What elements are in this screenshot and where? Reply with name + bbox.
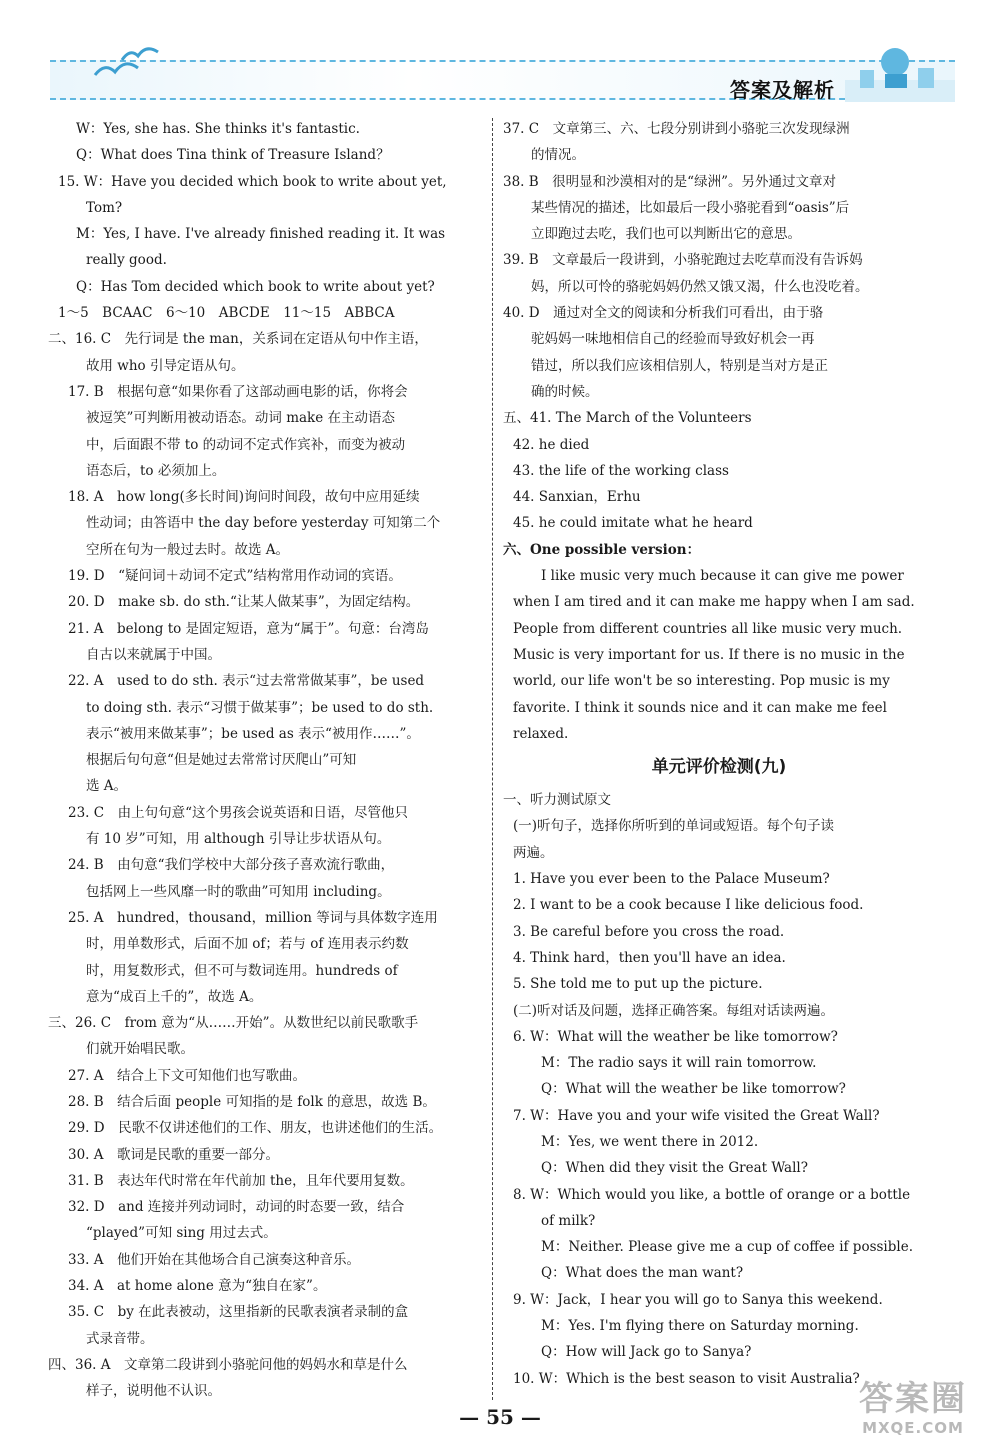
page-number: — 55 — <box>459 1405 541 1429</box>
text-line: 17. B 根据句意“如果你看了这部动画电影的话，你将会 <box>68 383 408 400</box>
text-line: 中，后面跟不带 to 的动词不定式作宾补，而变为被动 <box>86 436 406 453</box>
text-line: “played”可知 sing 用过去式。 <box>86 1225 277 1242</box>
text-line: 语态后，to 必须加上。 <box>86 462 226 479</box>
text-line: 19. D “疑问词＋动词不定式”结构常用作动词的宾语。 <box>68 568 402 585</box>
text-line: 8. W：Which would you like, a bottle of orange or a bottle <box>513 1186 911 1203</box>
text-line: 7. W：Have you and your wife visited the Great Wall? <box>513 1107 880 1124</box>
text-line: world, our life won't be so interesting. Pop music is my <box>513 673 890 690</box>
text-line: Q：What does the man want? <box>541 1265 744 1282</box>
text-line: 被逗笑”可判断用被动语态。动词 make 在主动语态 <box>86 410 396 427</box>
section-title: 单元评价检测(九) <box>651 757 787 778</box>
text-line: M：The radio says it will rain tomorrow. <box>541 1055 817 1072</box>
text-line: 二、16. C 先行词是 the man，关系词在定语从句中作主语， <box>48 331 428 348</box>
text-line: 六、One possible version： <box>503 541 701 558</box>
text-line: 20. D make sb. do sth.“让某人做某事”，为固定结构。 <box>68 594 420 611</box>
text-line: 28. B 结合后面 people 可知指的是 folk 的意思，故选 B。 <box>68 1093 436 1110</box>
text-line: 根据后句句意“但是她过去常常讨厌爬山”可知 <box>86 752 357 769</box>
text-line: 驼妈妈一味地相信自己的经验而导致好机会一再 <box>531 331 815 348</box>
text-line: 24. B 由句意“我们学校中大部分孩子喜欢流行歌曲， <box>68 857 395 874</box>
text-line: 空所在句为一般过去时。故选 A。 <box>86 541 290 558</box>
text-line: M：Yes. I'm flying there on Saturday morning. <box>541 1318 859 1335</box>
text-line: 选 A。 <box>86 778 128 795</box>
text-line: 3. Be careful before you cross the road. <box>513 923 785 940</box>
text-line: M：Yes, I have. I've already finished reading it. It was <box>76 226 446 243</box>
text-line: 表示“被用来做某事”；be used as 表示“被用作……”。 <box>86 725 420 742</box>
text-line: I like music very much because it can give me power <box>541 568 904 585</box>
text-line: to doing sth. 表示“习惯于做某事”；be used to do sth. <box>86 699 434 716</box>
text-line: 40. D 通过对全文的阅读和分析我们可看出，由于骆 <box>503 305 824 322</box>
text-line: 6. W：What will the weather be like tomorrow? <box>513 1028 838 1045</box>
text-line: favorite. I think it sounds nice and it can make me feel <box>513 699 887 716</box>
watermark-text: 答案圈 <box>859 1379 967 1419</box>
text-line: relaxed. <box>513 725 569 742</box>
text-line: 性动词；由答语中 the day before yesterday 可知第二个 <box>86 515 441 532</box>
right-column <box>503 116 935 1392</box>
text-line: 确的时候。 <box>531 383 599 400</box>
left-column <box>48 116 484 1405</box>
text-line: 错过，所以我们应该相信别人，特别是当对方是正 <box>531 357 828 374</box>
text-line: 31. B 表达年代时常在年代前加 the，且年代要用复数。 <box>68 1172 414 1189</box>
text-line: 五、41. The March of the Volunteers <box>503 410 752 427</box>
text-line: 2. I want to be a cook because I like delicious food. <box>513 897 864 914</box>
text-line: Q：How will Jack go to Sanya? <box>541 1344 752 1361</box>
text-line: 5. She told me to put up the picture. <box>513 976 763 993</box>
text-line: 44. Sanxian，Erhu <box>513 489 641 506</box>
text-line: 43. the life of the working class <box>513 462 729 479</box>
text-line: (二)听对话及问题，选择正确答案。每组对话读两遍。 <box>513 1002 835 1019</box>
bird-icon <box>118 40 168 68</box>
text-line: 四、36. A 文章第二段讲到小骆驼问他的妈妈水和草是什么 <box>48 1356 408 1373</box>
watermark-url: MXQE.COM <box>862 1419 964 1437</box>
text-line: 15. W：Have you decided which book to write about yet, <box>58 173 447 190</box>
text-line: really good. <box>86 252 167 269</box>
text-line: when I am tired and it can make me happy when I am sad. <box>513 594 915 611</box>
text-line: M：Yes, we went there in 2012. <box>541 1133 759 1150</box>
text-line: 35. C by 在此表被动，这里指新的民歌表演者录制的盒 <box>68 1304 409 1321</box>
text-line: 的情况。 <box>531 147 585 164</box>
text-line: Tom? <box>86 199 123 216</box>
text-line: 32. D and 连接并列动词时，动词的时态要一致，结合 <box>68 1199 405 1216</box>
text-line: 一、听力测试原文 <box>503 792 611 809</box>
text-line: 38. B 很明显和沙漠相对的是“绿洲”。另外通过文章对 <box>503 173 836 190</box>
text-line: 某些情况的描述，比如最后一段小骆驼看到“oasis”后 <box>531 199 850 216</box>
text-line: Q：What will the weather be like tomorrow? <box>541 1081 846 1098</box>
text-line: 10. W：Which is the best season to visit Australia? <box>513 1370 860 1387</box>
text-line: 故用 who 引导定语从句。 <box>86 357 245 374</box>
watermark-logo <box>838 1379 988 1441</box>
text-line: 27. A 结合上下文可知他们也写歌曲。 <box>68 1067 307 1084</box>
text-line: 21. A belong to 是固定短语，意为“属于”。句意：台湾岛 <box>68 620 429 637</box>
text-line: 42. he died <box>513 436 590 453</box>
text-line: 25. A hundred，thousand，million 等词与具体数字连用 <box>68 909 438 926</box>
text-line: 18. A how long(多长时间)询问时间段，故句中应用延续 <box>68 489 420 506</box>
text-line: 39. B 文章最后一段讲到，小骆驼跑过去吃草而没有告诉妈 <box>503 252 863 269</box>
text-line: (一)听句子，选择你所听到的单词或短语。每个句子读 <box>513 818 835 835</box>
text-line: 22. A used to do sth. 表示“过去常常做某事”，be used <box>68 673 425 690</box>
text-line: 们就开始唱民歌。 <box>86 1041 194 1058</box>
text-line: 33. A 他们开始在其他场合自己演奏这种音乐。 <box>68 1251 361 1268</box>
text-line: Q：What does Tina think of Treasure Island？ <box>76 147 390 164</box>
text-line: 23. C 由上句句意“这个男孩会说英语和日语，尽管他只 <box>68 804 408 821</box>
text-line: Music is very important for us. If there is no music in the <box>513 646 905 663</box>
text-line: 式录音带。 <box>86 1330 154 1347</box>
text-line: 34. A at home alone 意为“独自在家”。 <box>68 1278 327 1295</box>
text-line: 时，用复数形式，但不可与数词连用。hundreds of <box>86 962 398 979</box>
text-line: Q：When did they visit the Great Wall? <box>541 1160 808 1177</box>
text-line: M：Neither. Please give me a cup of coffee if possible. <box>541 1239 913 1256</box>
text-line: of milk? <box>541 1212 596 1229</box>
text-line: 三、26. C from 意为“从……开始”。从数世纪以前民歌歌手 <box>48 1015 419 1032</box>
text-line: 30. A 歌词是民歌的重要一部分。 <box>68 1146 280 1163</box>
page-header <box>40 40 960 110</box>
text-line: 样子，说明他不认识。 <box>86 1383 221 1400</box>
text-line: 时，用单数形式，后面不加 of；若与 of 连用表示约数 <box>86 936 409 953</box>
text-line: 包括网上一些风靡一时的歌曲”可知用 including。 <box>86 883 391 900</box>
text-line: People from different countries all like music very much. <box>513 620 903 637</box>
text-line: 自古以来就属于中国。 <box>86 646 221 663</box>
text-line: 意为“成百上千的”，故选 A。 <box>86 988 263 1005</box>
text-line: 29. D 民歌不仅讲述他们的工作、朋友，也讲述他们的生活。 <box>68 1120 443 1137</box>
text-line: 4. Think hard，then you'll have an idea. <box>513 949 786 966</box>
text-line: 37. C 文章第三、六、七段分别讲到小骆驼三次发现绿洲 <box>503 121 850 137</box>
text-line: 45. he could imitate what he heard <box>513 515 753 532</box>
text-line: Q：Has Tom decided which book to write about yet? <box>76 278 435 295</box>
text-line: 9. W：Jack，I hear you will go to Sanya this weekend. <box>513 1291 883 1308</box>
column-divider <box>492 118 493 1400</box>
text-line: 1～5 BCAAC 6～10 ABCDE 11～15 ABBCA <box>58 305 395 322</box>
text-line: W：Yes, she has. She thinks it's fantastic. <box>76 121 360 137</box>
text-line: 妈，所以可怜的骆驼妈妈仍然又饿又渴，什么也没吃着。 <box>531 278 869 295</box>
text-line: 1. Have you ever been to the Palace Museum? <box>513 871 830 888</box>
text-line: 两遍。 <box>513 844 554 861</box>
header-title: 答案及解析 <box>730 78 835 102</box>
girl-on-rooftop-illustration <box>840 40 960 108</box>
text-line: 有 10 岁”可知，用 although 引导让步状语从句。 <box>86 831 391 848</box>
text-line: 立即跑过去吃，我们也可以判断出它的意思。 <box>531 226 801 243</box>
